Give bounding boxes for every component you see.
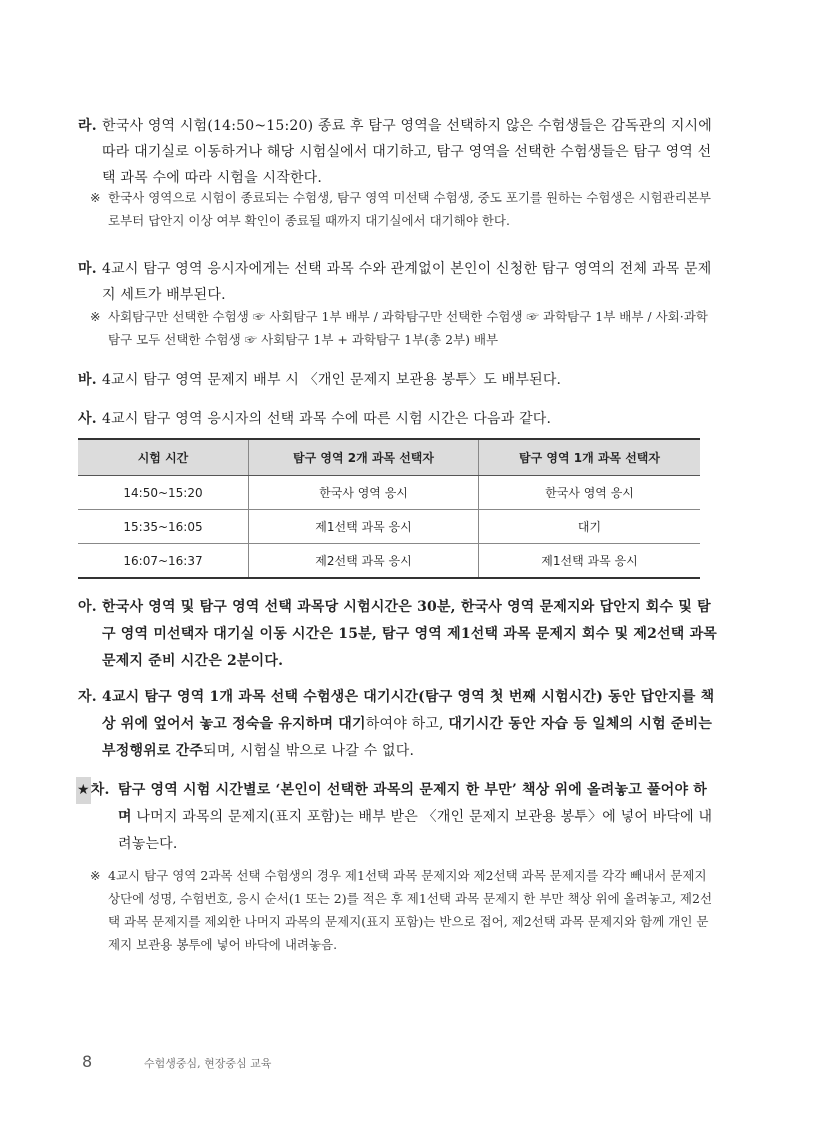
note-mark: ※ [90, 190, 101, 205]
bold-text: 4교시 탐구 영역 1개 과목 선택 수험생은 대기시간(탐구 영역 첫 번째 시험시간) 동안 답안지를 책상 위에 엎어서 놓고 정숙을 유지하며 대기 [102, 689, 715, 732]
table-cell: 대기 [479, 510, 701, 544]
table-cell: 14:50~15:20 [78, 476, 249, 510]
table-cell: 제1선택 과목 응시 [249, 510, 479, 544]
footer-slogan: 수험생중심, 현장중심 교육 [144, 1057, 272, 1070]
note-text: 4교시 탐구 영역 2과목 선택 수험생의 경우 제1선택 과목 문제지와 제2선택 과목 문제지를 각각 빼내서 문제지 상단에 성명, 수험번호, 응시 순서(1 또는 2)를 적은 후 제1선택 과목 문제지 한 부만 책상 위에 올려놓고, 제2선택 과목 문제지를 제외한 나머지 과목의 문제지(표지 포함)는 반으로 접어, 제2선택 과목 문제지와 함께 개인 문제지 보관용 봉투에 넣어 바닥에 내려놓음. [108, 868, 713, 952]
section-text: 4교시 탐구 영역 응시자에게는 선택 과목 수와 관계없이 본인이 신청한 탐구 영역의 전체 과목 문제지 세트가 배부된다. [102, 261, 712, 303]
section-text: 4교시 탐구 영역 문제지 배부 시 〈개인 문제지 보관용 봉투〉도 배부된다. [102, 372, 562, 388]
table-header: 시험 시간 [78, 439, 249, 476]
section-label: 차. [90, 782, 110, 798]
table-cell: 제1선택 과목 응시 [479, 544, 701, 579]
note-ra [90, 186, 716, 234]
section-ra [78, 113, 718, 193]
table-cell: 한국사 영역 응시 [249, 476, 479, 510]
note-mark: ※ [90, 309, 101, 324]
table-header: 탐구 영역 2개 과목 선택자 [249, 439, 479, 476]
section-text [118, 777, 718, 858]
section-label: 자. [78, 689, 97, 705]
note-mark: ※ [90, 868, 101, 883]
table-cell: 한국사 영역 응시 [479, 476, 701, 510]
section-label: 라. [78, 118, 97, 134]
note-text: 한국사 영역으로 시험이 종료되는 수험생, 탐구 영역 미선택 수험생, 중도 포기를 원하는 수험생은 시험관리본부로부터 답안지 이상 여부 확인이 종료될 때까지 대기실에서 대기해야 한다. [108, 190, 711, 228]
note-text: 사회탐구만 선택한 수험생 ☞ 사회탐구 1부 배부 / 과학탐구만 선택한 수험생 ☞ 과학탐구 1부 배부 / 사회·과학탐구 모두 선택한 수험생 ☞ 사회탐구 1부 + 과학탐구 1부(총 2부) 배부 [108, 309, 708, 347]
table-header-row [78, 439, 700, 476]
section-label: 마. [78, 261, 97, 277]
plain-text: 하여야 하고, [365, 716, 449, 732]
exam-schedule-table [78, 438, 700, 579]
note-cha [90, 864, 716, 960]
bold-text: 탐구 영역 시험 시간별로 ‘본인이 선택한 과목의 문제지 한 부만’ 책상 위에 올려놓고 풀어야 하며 [118, 782, 707, 825]
table-row [78, 544, 700, 579]
section-label: 사. [78, 411, 97, 427]
table-cell: 16:07~16:37 [78, 544, 249, 579]
bold-text: 대기시간 동안 자습 등 일체의 시험 준비는 부정행위로 간주 [102, 716, 713, 759]
section-text [102, 684, 718, 765]
section-ja [78, 684, 718, 766]
section-ma [78, 256, 718, 310]
section-label: 바. [78, 372, 97, 388]
plain-text: 되며, 시험실 밖으로 나갈 수 없다. [203, 743, 415, 759]
table-row [78, 510, 700, 544]
section-a [78, 594, 718, 676]
section-text: 4교시 탐구 영역 응시자의 선택 과목 수에 따른 시험 시간은 다음과 같다. [102, 411, 552, 427]
table-header: 탐구 영역 1개 과목 선택자 [479, 439, 701, 476]
section-text: 한국사 영역 시험(14:50~15:20) 종료 후 탐구 영역을 선택하지 않은 수험생들은 감독관의 지시에 따라 대기실로 이동하거나 해당 시험실에서 대기하고, 탐구 영역을 선택한 수험생들은 탐구 영역 선택 과목 수에 따라 시험을 시작한다. [102, 118, 712, 186]
section-sa [78, 406, 718, 432]
section-text: 한국사 영역 및 탐구 영역 선택 과목당 시험시간은 30분, 한국사 영역 문제지와 답안지 회수 및 탐구 영역 미선택자 대기실 이동 시간은 15분, 탐구 영역 제1선택 과목 문제지 회수 및 제2선택 과목 문제지 준비 시간은 2분이다. [102, 599, 718, 669]
section-ba [78, 367, 718, 393]
note-ma [90, 305, 716, 353]
section-label: 아. [78, 599, 97, 615]
plain-text: 나머지 과목의 문제지(표지 포함)는 배부 받은 〈개인 문제지 보관용 봉투〉에 넣어 바닥에 내려놓는다. [118, 809, 713, 852]
page-number: 8 [82, 1052, 93, 1071]
star-icon: ★ [76, 777, 91, 804]
section-cha [76, 777, 718, 859]
table-cell: 제2선택 과목 응시 [249, 544, 479, 579]
table-cell: 15:35~16:05 [78, 510, 249, 544]
table-row [78, 476, 700, 510]
